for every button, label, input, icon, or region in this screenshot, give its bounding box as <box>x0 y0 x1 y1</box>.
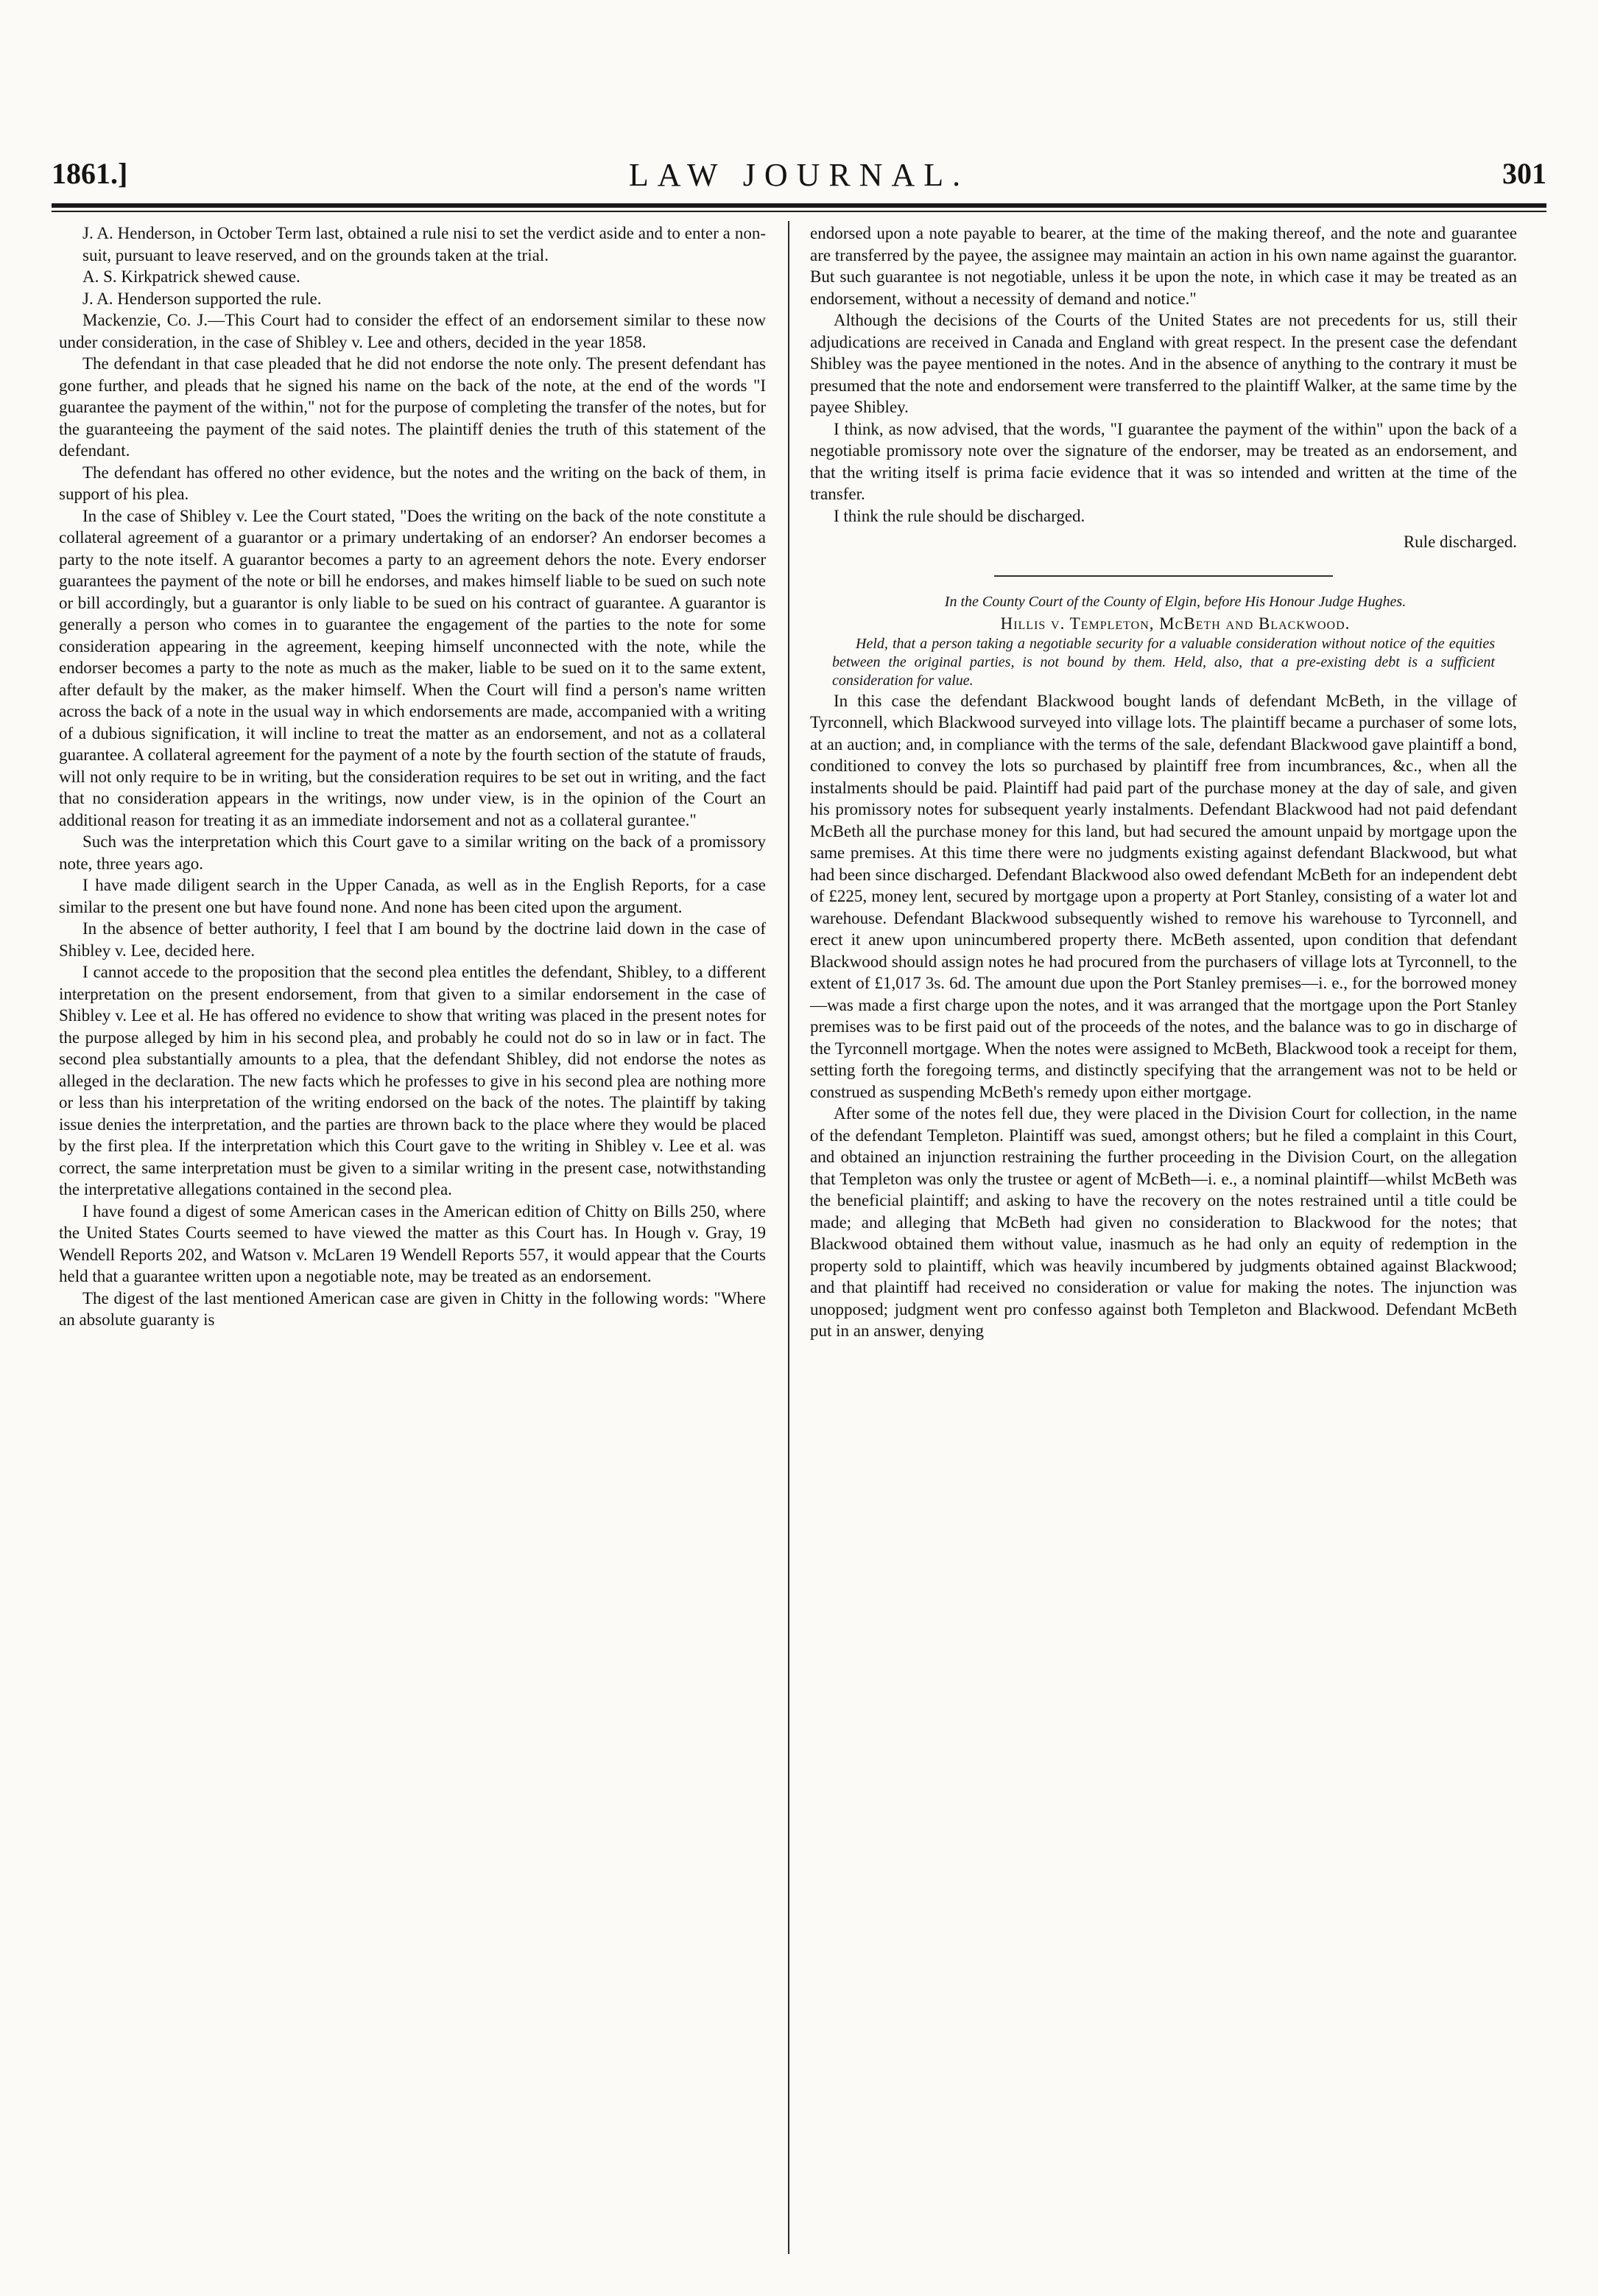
paragraph: Such was the interpretation which this Court gave to a similar writing on the back of a promissory note, three years ago. <box>59 832 766 873</box>
paragraph: After some of the notes fell due, they were placed in the Division Court for collection, in the name of the defendant Templeton. Plaintiff was sued, amongst others; but he filed a complaint in this Court, and obtained an injunction restraining the further proceeding in the Division Court, on the allegation that Templeton was only the trustee or agent of McBeth—i. e., a nominal plaintiff—whilst McBeth was the beneficial plaintiff; and asking to have the recovery on the notes restrained until a title could be made; and alleging that McBeth had given no consideration to Blackwood for the notes; that Blackwood obtained them without value, inasmuch as he had only an equity of redemption in the property sold to plaintiff, which was heavily incumbered by judgments obtained against Blackwood; and that plaintiff had received no consideration or value for making the notes. The injunction was unopposed; judgment went pro confesso against both Templeton and Blackwood. Defendant McBeth put in an answer, denying <box>810 1104 1517 1340</box>
journal-title: LAW JOURNAL. <box>628 157 970 193</box>
left-column <box>59 222 766 2255</box>
paragraph: The digest of the last mentioned American case are given in Chitty in the following words: "Where an absolute guaranty is <box>59 1288 766 1329</box>
headnote: Held, that a person taking a negotiable security for a valuable consideration without notice of the equities between the original parties, is not bound by them. Held, also, that a pre-existing debt is a sufficient consideration for value. <box>832 635 1495 689</box>
page-header <box>52 156 1546 193</box>
paragraph: The defendant in that case pleaded that he did not endorse the note only. The present defendant has gone further, and pleads that he signed his name on the back of the note, at the end of the words "I guarantee the payment of the within," not for the purpose of completing the transfer of the notes, but for the guaranteeing the payment of the said notes. The plaintiff denies the truth of this statement of the defendant. <box>59 354 766 460</box>
paragraph: J. A. Henderson, in October Term last, obtained a rule nisi to set the verdict aside and to enter a non-suit, pursuant to leave reserved, and on the grounds taken at the trial. <box>82 224 766 264</box>
header-rule-thin <box>52 211 1546 212</box>
paragraph: In this case the defendant Blackwood bought lands of defendant McBeth, in the village of Tyrconnell, which Blackwood surveyed into village lots. The plaintiff became a purchaser of some lots, at an auction; and, in compliance with the terms of the sale, defendant Blackwood gave plaintiff a bond, conditioned to convey the lots so purchased by plaintiff free from incumbrances, &c., when all the instalments should be paid. Plaintiff had paid part of the purchase money at the day of sale, and given his promissory notes for subsequent yearly instalments. Defendant Blackwood had not paid defendant McBeth all the purchase money for this land, but had secured the amount unpaid by mortgage upon the same premises. At this time there were no judgments existing against defendant Blackwood, but what had been since discharged. Defendant Blackwood also owed defendant McBeth for an independent debt of £225, money lent, secured by mortgage upon a property at Port Stanley, consisting of a water lot and warehouse. Defendant Blackwood subsequently wished to remove his warehouse to Tyrconnell, and erect it anew upon unincumbered property there. McBeth assented, upon condition that defendant Blackwood should assign notes he had procured from the purchasers of village lots at Tyrconnell, to the extent of £1,017 3s. 6d. The amount due upon the Port Stanley premises—i. e., for the borrowed money—was made a first charge upon the notes, and it was arranged that the mortgage upon the Port Stanley premises was to be first paid out of the proceeds of the notes, and the balance was to go in discharge of the Tyrconnell mortgage. When the notes were assigned to McBeth, Blackwood took a receipt for them, setting forth the foregoing terms, and distinctly specifying that the arrangement was not to be held or construed as suspending McBeth's remedy upon either mortgage. <box>810 691 1517 1101</box>
paragraph: I think the rule should be discharged. <box>834 506 1085 525</box>
court-line: In the County Court of the County of Elgin, before His Honour Judge Hughes. <box>944 593 1407 610</box>
paragraph: The defendant has offered no other evidence, but the notes and the writing on the back of them, in support of his plea. <box>59 463 766 503</box>
paragraph: I cannot accede to the proposition that the second plea entitles the defendant, Shibley, to a different interpretation on the present endorsement, from that given to a similar endorsement in the case of Shibley v. Lee et al. He has offered no evidence to show that writing was placed in the present notes for the purpose alleged by him in his second plea, and probably he could not do so in law or in fact. The second plea substantially amounts to a plea, that the defendant Shibley, did not endorse the notes as alleged in the declaration. The new facts which he professes to give in his second plea are nothing more or less than his interpretation of the writing endorsed on the back of the notes. The plaintiff by taking issue denies the interpretation, and the parties are thrown back to the place where they would be placed by the first plea. If the interpretation which this Court gave to the writing in Shibley v. Lee et al. was correct, the same interpretation must be given to a similar writing in the present case, notwithstanding the interpretative allegations contained in the second plea. <box>59 963 766 1198</box>
paragraph: In the absence of better authority, I feel that I am bound by the doctrine laid down in the case of Shibley v. Lee, decided here. <box>59 919 766 960</box>
paragraph: A. S. Kirkpatrick shewed cause. <box>82 267 300 286</box>
page-number: 301 <box>1502 157 1546 190</box>
rule-discharged: Rule discharged. <box>1403 533 1517 551</box>
paragraph: endorsed upon a note payable to bearer, at the time of the making thereof, and the note and guarantee are transferred by the payee, the assignee may maintain an action in his own name against the guarantor. But such guarantee is not negotiable, unless it be upon the note, in which case it may be treated as an endorsement, without a necessity of demand and notice." <box>810 224 1517 308</box>
paragraph: I have found a digest of some American cases in the American edition of Chitty on Bills 250, where the United States Courts seemed to have viewed the matter as this Court has. In Hough v. Gray, 19 Wendell Reports 202, and Watson v. McLaren 19 Wendell Reports 557, it would appear that the Courts held that a guarantee written upon a negotiable note, may be treated as an endorsement. <box>59 1201 766 1285</box>
paragraph: Although the decisions of the Courts of the United States are not precedents for us, still their adjudications are received in Canada and England with great respect. In the present case the defendant Shibley was the payee mentioned in the notes. And in the absence of anything to the contrary it must be presumed that the note and endorsement were transferred to the plaintiff Walker, at the same time by the payee Shibley. <box>810 311 1517 416</box>
right-column <box>810 222 1517 2255</box>
paragraph: I think, as now advised, that the words, "I guarantee the payment of the within" upon the back of a negotiable promissory note over the signature of the endorser, may be treated as an endorsement, and that the writing itself is prima facie evidence that it was so intended and written at the time of the transfer. <box>810 419 1517 503</box>
header-year: 1861.] <box>52 157 128 190</box>
paragraph: In the case of Shibley v. Lee the Court stated, "Does the writing on the back of the note constitute a collateral agreement of a guarantor or a primary undertaking of an endorser? An endorser becomes a party to the note itself. A guarantor becomes a party to an agreement dehors the note. Every endorser guarantees the payment of the note or bill he endorses, and makes himself liable to be sued on such note or bill accordingly, but a guarantor is only liable to be sued on his contract of guarantee. A guarantor is generally a person who comes in to guarantee the engagement of the parties to the note for some consideration appearing in the agreement, keeping himself unconnected with the note, while the endorser becomes a party to the note as much as the maker, liable to be sued on it to the same extent, after default by the maker, as the maker himself. When the Court will find a person's name written across the back of a note in the usual way in which endorsements are made, accompanied with a writing of a dubious signification, it will incline to treat the matter as an endorsement, and not as a collateral guarantee. A collateral agreement for the payment of a note by the fourth section of the statute of frauds, will not only require to be in writing, but the consideration requires to be set out in writing, and the fact that no consideration appears in the writings, now under view, is in the opinion of the Court an additional reason for treating it as an immediate indorsement and not as a collateral gurantee." <box>59 506 766 829</box>
section-separator <box>994 575 1333 577</box>
paragraph: J. A. Henderson supported the rule. <box>82 289 322 308</box>
column-divider <box>788 221 789 2254</box>
case-title: Hillis v. Templeton, McBeth and Blackwood. <box>1000 614 1351 633</box>
paragraph: Mackenzie, Co. J.—This Court had to consider the effect of an endorsement similar to these now under consideration, in the case of Shibley v. Lee and others, decided in the year 1858. <box>59 311 766 351</box>
header-rule <box>52 203 1546 208</box>
paragraph: I have made diligent search in the Upper Canada, as well as in the English Reports, for a case similar to the present one but have found none. And none has been cited upon the argument. <box>59 876 766 916</box>
